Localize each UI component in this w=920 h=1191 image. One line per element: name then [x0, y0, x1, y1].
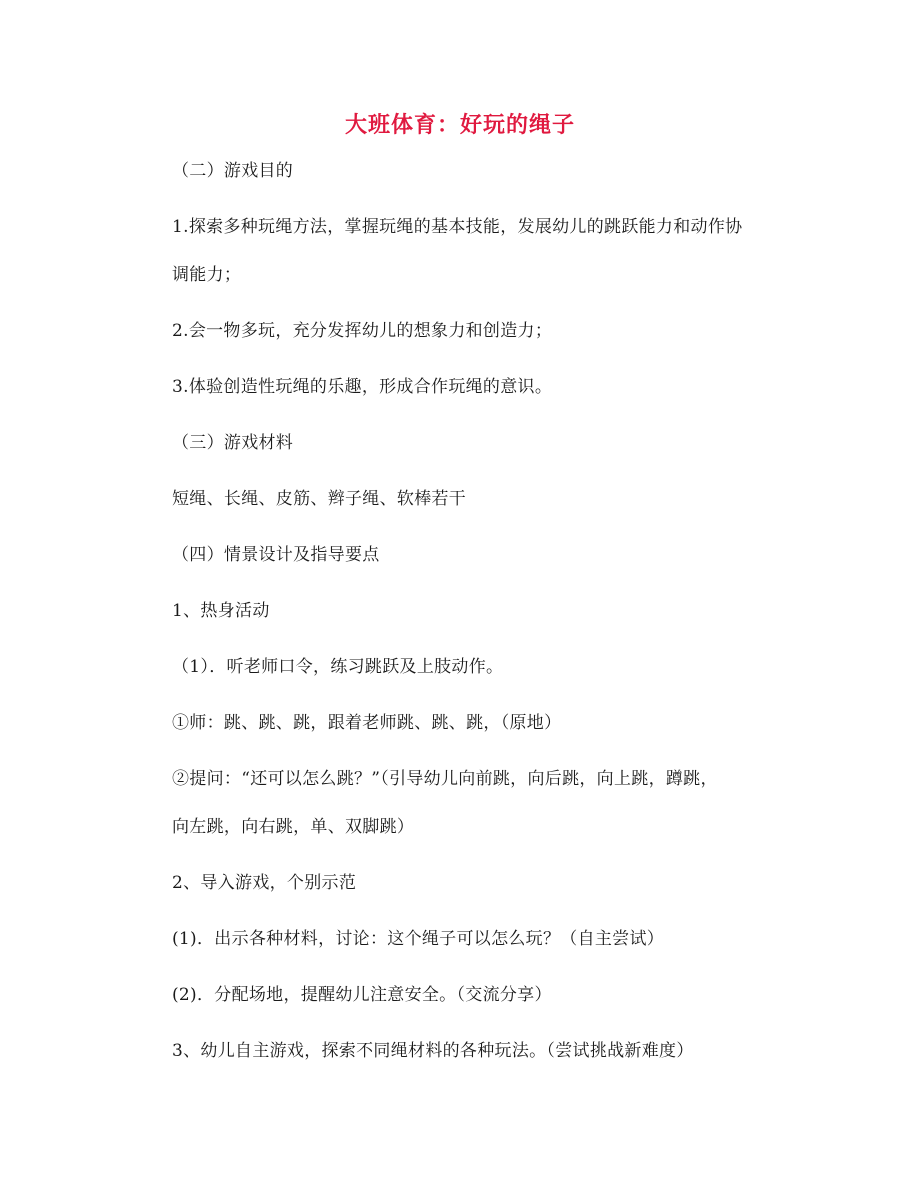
paragraph-intro-step-1: (1)．出示各种材料，讨论：这个绳子可以怎么玩？（自主尝试）	[172, 929, 665, 949]
paragraph-warmup-step-1: （1）．听老师口令，练习跳跃及上肢动作。	[172, 657, 504, 677]
paragraph-warmup-heading: 1、热身活动	[172, 601, 270, 621]
paragraph-goal-1-continued: 调能力；	[172, 265, 242, 285]
paragraph-question: ②提问：“还可以怎么跳？”（引导幼儿向前跳，向后跳，向上跳，蹲跳，	[172, 769, 718, 789]
paragraph-goal-1: 1.探索多种玩绳方法，掌握玩绳的基本技能，发展幼儿的跳跃能力和动作协	[172, 217, 743, 237]
section-heading-goals: （二）游戏目的	[172, 161, 294, 181]
paragraph-intro-heading: 2、导入游戏，个别示范	[172, 873, 357, 893]
document-title: 大班体育：好玩的绳子	[344, 113, 575, 138]
section-heading-materials: （三）游戏材料	[172, 433, 294, 453]
paragraph-intro-step-2: (2)．分配场地，提醒幼儿注意安全。（交流分享）	[172, 985, 552, 1005]
paragraph-materials: 短绳、长绳、皮筋、辫子绳、软棒若干	[172, 489, 467, 509]
paragraph-teacher-line: ①师：跳、跳、跳，跟着老师跳、跳、跳，（原地）	[172, 713, 562, 733]
paragraph-goal-2: 2.会一物多玩，充分发挥幼儿的想象力和创造力；	[172, 321, 553, 341]
paragraph-question-continued: 向左跳，向右跳，单、双脚跳）	[172, 817, 415, 837]
paragraph-free-play: 3、幼儿自主游戏，探索不同绳材料的各种玩法。（尝试挑战新难度）	[172, 1041, 694, 1061]
paragraph-goal-3: 3.体验创造性玩绳的乐趣，形成合作玩绳的意识。	[172, 377, 553, 397]
section-heading-guidance: （四）情景设计及指导要点	[172, 545, 380, 565]
